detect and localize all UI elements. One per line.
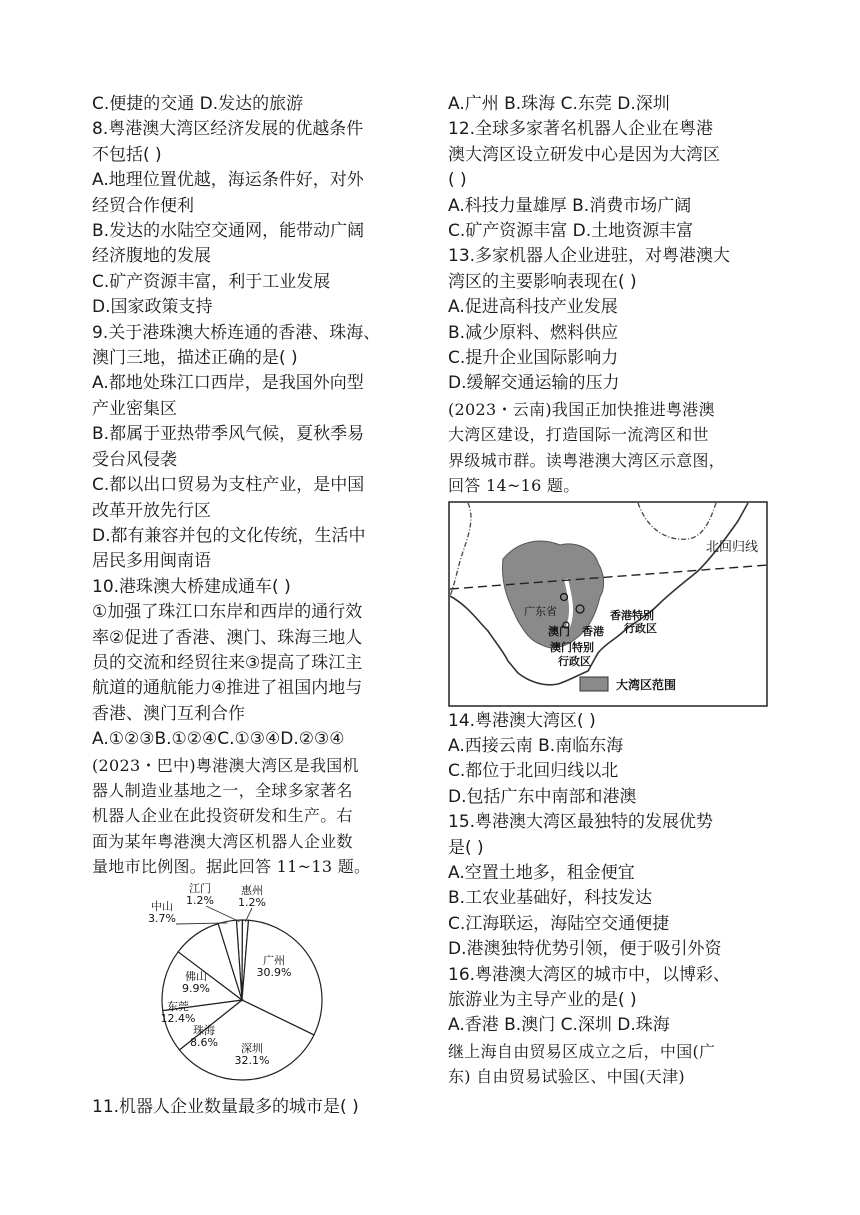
pie-label-value: 1.2% <box>238 895 266 909</box>
text-line: 继上海自由贸易区成立之后，中国(广 <box>448 1041 716 1061</box>
text-line: 13.多家机器人企业进驻，对粤港澳大 <box>448 246 731 267</box>
text-line: B.都属于亚热带季风气候，夏秋季易 <box>92 424 365 445</box>
text-line: 16.粤港澳大湾区的城市中，以博彩、 <box>448 964 731 985</box>
text-line: 澳门三地，描述正确的是( ) <box>92 348 298 369</box>
pie-chart-figure <box>92 880 422 1095</box>
legend-swatch <box>580 677 608 691</box>
text-line: C.都位于北回归线以北 <box>448 761 619 782</box>
text-line: A.香港 B.澳门 C.深圳 D.珠海 <box>448 1015 670 1036</box>
text-line: 澳大湾区设立研发中心是因为大湾区 <box>448 144 720 165</box>
text-line: A.都地处珠江口西岸，是我国外向型 <box>92 373 364 394</box>
text-line: 产业密集区 <box>92 398 177 419</box>
text-line: B.发达的水陆空交通网，能带动广阔 <box>92 221 365 242</box>
right-column <box>448 92 778 1090</box>
text-line: 居民多用闽南语 <box>92 551 211 572</box>
text-line: C.提升企业国际影响力 <box>448 348 619 369</box>
tropic-label: 北回归线 <box>706 539 759 555</box>
hongkong-label: 香港 <box>582 624 604 638</box>
text-line: 器人制造业基地之一，全球多家著名 <box>92 780 353 800</box>
pie-label-name: 广州 <box>263 953 285 967</box>
text-line: A.空置土地多，租金便宜 <box>448 862 635 883</box>
robot-enterprise-pie-chart <box>92 880 422 1095</box>
mo-label-1: 澳门特别 <box>550 640 594 654</box>
pie-label-name: 佛山 <box>185 969 207 983</box>
text-line: 经贸合作便利 <box>92 195 194 216</box>
text-line: 受台风侵袭 <box>92 449 177 470</box>
text-line: 15.粤港澳大湾区最独特的发展优势 <box>448 812 714 833</box>
text-line: 是( ) <box>448 837 484 858</box>
text-line: 香港、澳门互利合作 <box>92 703 245 724</box>
text-line: 旅游业为主导产业的是( ) <box>448 989 637 1010</box>
text-line: 12.全球多家著名机器人企业在粤港 <box>448 119 714 140</box>
text-line: 员的交流和经贸往来③提高了珠江主 <box>92 652 363 673</box>
text-line: A.①②③B.①②④C.①③④D.②③④ <box>92 729 345 750</box>
text-line: 量地市比例图。据此回答 11~13 题。 <box>92 857 371 877</box>
text-line: 航道的通航能力④推进了祖国内地与 <box>92 678 363 699</box>
text-line: D.包括广东中南部和港澳 <box>448 786 637 807</box>
text-line: 东) 自由贸易试验区、中国(天津) <box>448 1067 685 1087</box>
text-line: B.工农业基础好，科技发达 <box>448 888 653 909</box>
pie-label-value: 12.4% <box>160 1011 196 1025</box>
text-line: (2023・巴中)粤港澳大湾区是我国机 <box>92 755 359 775</box>
text-line: 改革开放先行区 <box>92 500 211 521</box>
text-line: A.促进高科技产业发展 <box>448 297 618 318</box>
pie-label-name: 惠州 <box>241 883 263 897</box>
text-line: ①加强了珠江口东岸和西岸的通行效 <box>92 602 363 623</box>
text-line: A.西接云南 B.南临东海 <box>448 735 624 756</box>
hk-label-2: 行政区 <box>624 621 657 635</box>
pie-label-value: 32.1% <box>234 1053 270 1067</box>
text-line: 经济腹地的发展 <box>92 246 211 267</box>
text-line: 界级城市群。读粤港澳大湾区示意图， <box>448 450 726 470</box>
map-svg <box>448 501 770 707</box>
text-line: ( ) <box>448 170 467 191</box>
legend-label: 大湾区范围 <box>616 677 677 692</box>
text-line: 不包括( ) <box>92 144 162 165</box>
pie-label-name: 珠海 <box>193 1023 215 1037</box>
questions-11-13-options <box>448 92 778 397</box>
macau-label: 澳门 <box>548 624 570 638</box>
pie-label-name: 中山 <box>151 899 173 913</box>
pie-label-value: 1.2% <box>186 893 214 907</box>
pie-leader-line <box>245 908 252 922</box>
text-line: C.便捷的交通 D.发达的旅游 <box>92 94 304 114</box>
text-line: 9.关于港珠澳大桥连通的香港、珠海、 <box>92 322 381 343</box>
greater-bay-area-map <box>448 501 778 709</box>
text-line: A.地理位置优越，海运条件好，对外 <box>92 170 364 191</box>
guangdong-label: 广东省 <box>524 604 557 618</box>
text-line: 10.港珠澳大桥建成通车( ) <box>92 576 291 597</box>
text-line: A.广州 B.珠海 C.东莞 D.深圳 <box>448 94 670 114</box>
questions-8-10 <box>92 92 422 753</box>
text-line: 8.粤港澳大湾区经济发展的优越条件 <box>92 119 364 140</box>
text-line: D.缓解交通运输的压力 <box>448 373 620 394</box>
text-line: 面为某年粤港澳大湾区机器人企业数 <box>92 831 353 851</box>
text-line: D.国家政策支持 <box>92 297 213 318</box>
pie-label-name: 江门 <box>189 881 211 895</box>
questions-14-16 <box>448 709 778 1039</box>
text-line: C.江海联运，海陆空交通便捷 <box>448 913 670 934</box>
text-line: 湾区的主要影响表现在( ) <box>448 271 637 292</box>
text-line: C.矿产资源丰富，利于工业发展 <box>92 271 331 292</box>
passage-intro-11-13 <box>92 753 422 880</box>
pie-leader-line <box>206 906 239 922</box>
text-line: D.都有兼容并包的文化传统，生活中 <box>92 525 366 546</box>
text-line: (2023・云南)我国正加快推进粤港澳 <box>448 399 715 419</box>
text-line: C.矿产资源丰富 D.土地资源丰富 <box>448 221 694 242</box>
pie-label-value: 30.9% <box>256 965 292 979</box>
text-line: C.都以出口贸易为支柱产业，是中国 <box>92 475 365 496</box>
text-line: 机器人企业在此投资研发和生产。右 <box>92 806 353 826</box>
text-line: 回答 14~16 题。 <box>448 476 580 496</box>
text-line: 率②促进了香港、澳门、珠海三地人 <box>92 627 363 648</box>
map-frame <box>449 502 767 706</box>
hk-label-1: 香港特别 <box>610 608 654 622</box>
pie-label-value: 3.7% <box>148 911 176 925</box>
text-line: 14.粤港澳大湾区( ) <box>448 710 596 731</box>
mo-label-2: 行政区 <box>558 654 591 668</box>
text-line: 大湾区建设，打造国际一流湾区和世 <box>448 425 709 445</box>
next-passage <box>448 1039 778 1090</box>
text-line: D.港澳独特优势引领，便于吸引外资 <box>448 939 722 960</box>
text-line: B.减少原料、燃料供应 <box>448 322 619 343</box>
text-line: A.科技力量雄厚 B.消费市场广阔 <box>448 195 692 216</box>
pie-label-value: 9.9% <box>182 981 210 995</box>
question-11: 11.机器人企业数量最多的城市是( ) <box>92 1096 359 1117</box>
passage-intro-14-16 <box>448 397 778 499</box>
pie-label-value: 8.6% <box>190 1035 218 1049</box>
pie-label-name: 深圳 <box>241 1041 263 1055</box>
pie-label-name: 东莞 <box>167 999 189 1013</box>
left-column <box>92 92 422 1120</box>
